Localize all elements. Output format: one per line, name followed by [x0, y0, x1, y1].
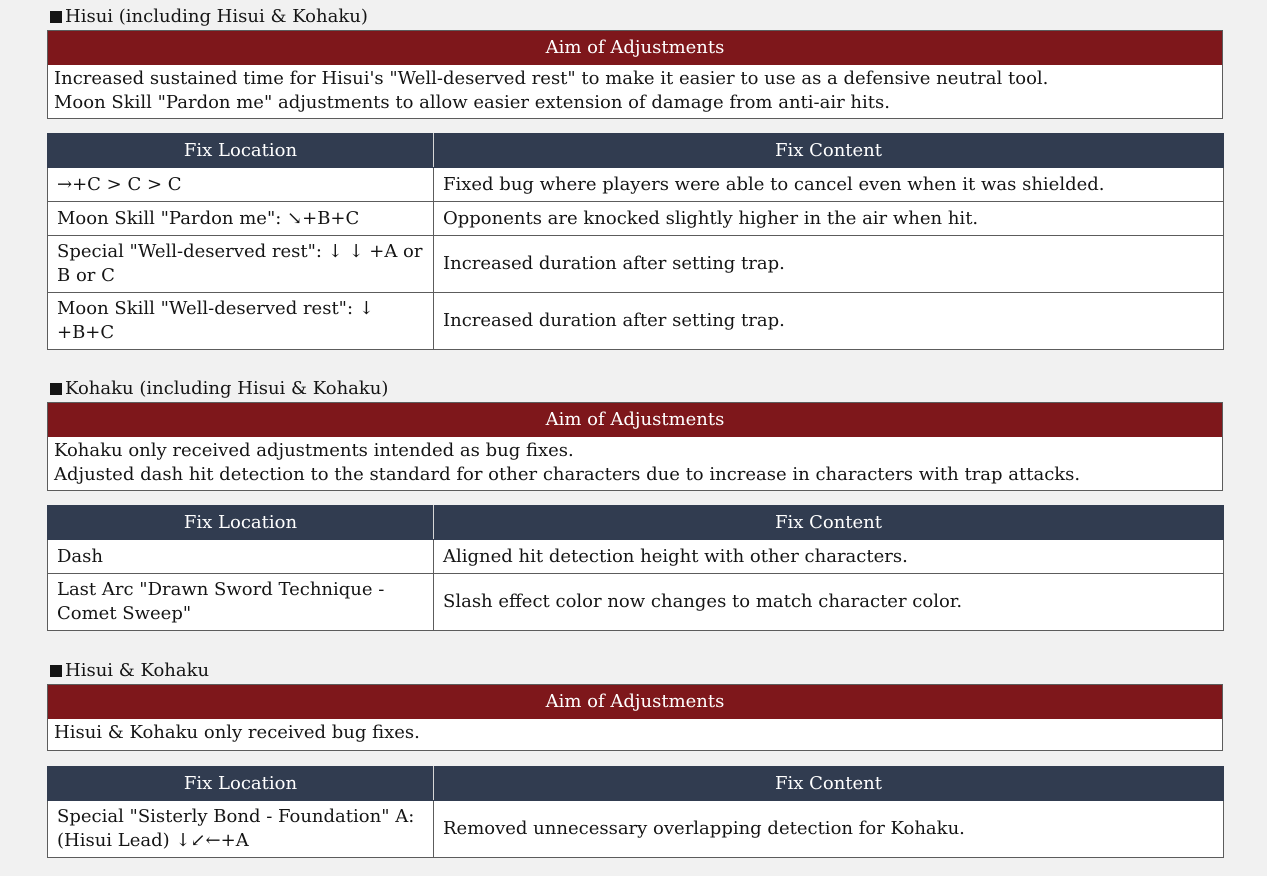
fix-content-cell: Slash effect color now changes to match character color.: [434, 574, 1224, 631]
fix-content-cell: Opponents are knocked slightly higher in the air when hit.: [434, 202, 1224, 236]
fix-table: [47, 766, 1224, 858]
aim-box: [47, 684, 1223, 751]
fix-content-cell: Increased duration after setting trap.: [434, 236, 1224, 293]
aim-body: [48, 65, 1222, 115]
fix-table: [47, 505, 1224, 631]
fix-location-cell: Moon Skill "Well-deserved rest": ↓ +B+C: [48, 293, 434, 350]
section-heading-text: Kohaku (including Hisui & Kohaku): [65, 378, 389, 399]
table-row: [48, 540, 1224, 574]
table-row: [48, 293, 1224, 350]
section-heading-text: Hisui (including Hisui & Kohaku): [65, 6, 368, 27]
table-row: [48, 202, 1224, 236]
aim-header: Aim of Adjustments: [48, 31, 1222, 65]
fix-content-cell: Aligned hit detection height with other characters.: [434, 540, 1224, 574]
aim-header: Aim of Adjustments: [48, 685, 1222, 719]
fix-location-cell: Special "Well-deserved rest": ↓ ↓ +A or B or C: [48, 236, 434, 293]
fix-content-cell: Removed unnecessary overlapping detection for Kohaku.: [434, 801, 1224, 858]
fix-content-cell: Increased duration after setting trap.: [434, 293, 1224, 350]
table-row: [48, 801, 1224, 858]
aim-line: Moon Skill "Pardon me" adjustments to allow easier extension of damage from anti-air hits.: [54, 92, 890, 113]
table-header-row: [48, 134, 1224, 168]
column-header-fix-content: Fix Content: [434, 506, 1224, 540]
square-bullet-icon: [50, 11, 62, 23]
table-header-row: [48, 506, 1224, 540]
section-heading: [50, 661, 209, 681]
fix-location-cell: Last Arc "Drawn Sword Technique - Comet Sweep": [48, 574, 434, 631]
aim-header: Aim of Adjustments: [48, 403, 1222, 437]
square-bullet-icon: [50, 665, 62, 677]
aim-line: Increased sustained time for Hisui's "Well-deserved rest" to make it easier to use as a defensive neutral tool.: [54, 68, 1049, 89]
fix-location-cell: Moon Skill "Pardon me": ↘+B+C: [48, 202, 434, 236]
fix-content-cell: Fixed bug where players were able to cancel even when it was shielded.: [434, 168, 1224, 202]
fix-location-cell: →+C > C > C: [48, 168, 434, 202]
fix-table: [47, 133, 1224, 350]
aim-box: [47, 402, 1223, 491]
aim-body: [48, 719, 1222, 745]
fix-location-cell: Special "Sisterly Bond - Foundation" A: (Hisui Lead) ↓↙←+A: [48, 801, 434, 858]
table-header-row: [48, 767, 1224, 801]
table-row: [48, 236, 1224, 293]
section-heading-text: Hisui & Kohaku: [65, 660, 210, 681]
aim-box: [47, 30, 1223, 119]
aim-line: Adjusted dash hit detection to the standard for other characters due to increase in characters with trap attacks.: [54, 464, 1081, 485]
column-header-fix-location: Fix Location: [48, 134, 434, 168]
fix-location-cell: Dash: [48, 540, 434, 574]
column-header-fix-content: Fix Content: [434, 767, 1224, 801]
table-row: [48, 168, 1224, 202]
column-header-fix-location: Fix Location: [48, 767, 434, 801]
aim-line: Hisui & Kohaku only received bug fixes.: [54, 722, 420, 743]
table-row: [48, 574, 1224, 631]
section-heading: [50, 7, 368, 27]
section-heading: [50, 379, 388, 399]
column-header-fix-location: Fix Location: [48, 506, 434, 540]
aim-line: Kohaku only received adjustments intended as bug fixes.: [54, 440, 574, 461]
aim-body: [48, 437, 1222, 487]
square-bullet-icon: [50, 383, 62, 395]
column-header-fix-content: Fix Content: [434, 134, 1224, 168]
